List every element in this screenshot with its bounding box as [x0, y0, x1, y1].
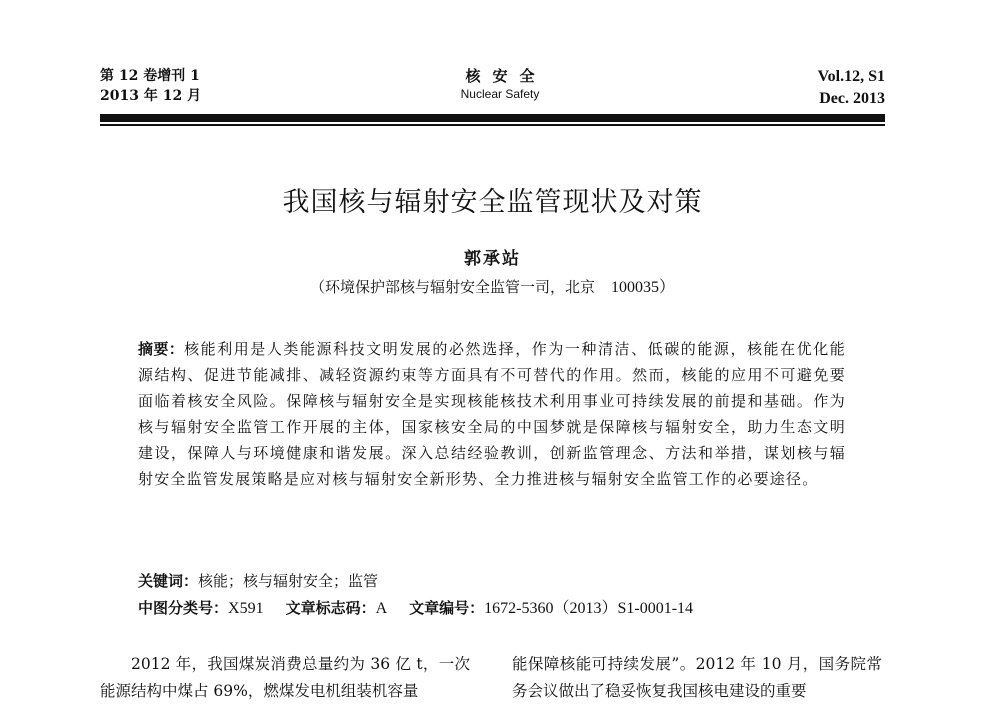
doc-code-value: A	[375, 600, 388, 617]
clc-label: 中图分类号：	[138, 599, 229, 617]
classification-line	[138, 597, 878, 620]
date-cn: 2013 年 12 月	[100, 88, 202, 104]
header-volume-info	[100, 66, 201, 106]
header-journal-name	[400, 66, 600, 102]
keywords-text: 核能；核与辐射安全；监管	[198, 572, 379, 590]
article-number-value: 1672-5360（2013）S1-0001-14	[484, 600, 694, 617]
article-number-label: 文章编号：	[409, 599, 485, 617]
journal-title-en: Nuclear Safety	[460, 87, 540, 101]
volume-cn: 第 12 卷增刊 1	[100, 68, 200, 84]
date-en: Dec. 2013	[819, 90, 885, 107]
volume-en: Vol.12, S1	[817, 68, 885, 85]
affiliation-postcode: 100035）	[611, 279, 676, 296]
body-column-right: 能保障核能可持续发展”。2012 年 10 月，国务院常务会议做出了稳妥恢复我国核电建设的重要	[512, 655, 882, 700]
article-author: 郭承站	[464, 249, 521, 269]
abstract	[138, 336, 846, 492]
header-rule-thin	[100, 124, 885, 126]
doc-code-label: 文章标志码：	[285, 599, 376, 617]
journal-title-cn: 核安全	[465, 67, 547, 85]
clc-value: X591	[228, 600, 264, 617]
article-title: 我国核与辐射安全监管现状及对策	[282, 187, 703, 218]
abstract-text: 核能利用是人类能源科技文明发展的必然选择，作为一种清洁、低碳的能源，核能在优化能源结构、促进节能减排、减轻资源约束等方面具有不可替代的作用。然而，核能的应用不可避免要面临着核安全风险。保障核与辐射安全是实现核能核技术利用事业可持续发展的前提和基础。作为核与辐射安全监管工作开展的主体，国家核安全局的中国梦就是保障核与辐射安全，助力生态文明建设，保障人与环境健康和谐发展。深入总结经验教训，创新监管理念、方法和举措，谋划核与辐射安全监管发展策略是应对核与辐射安全新形势、全力推进核与辐射安全监管工作的必要途径。	[138, 340, 846, 488]
abstract-label: 摘要：	[138, 340, 185, 358]
header-volume-en	[818, 66, 885, 110]
keywords-label: 关键词：	[138, 572, 199, 590]
header-rule-thick	[100, 114, 885, 122]
keywords	[138, 570, 846, 592]
affiliation-text: （环境保护部核与辐射安全监管一司，北京	[309, 278, 595, 296]
author-affiliation	[100, 276, 885, 299]
body-column-left: 2012 年，我国煤炭消费总量约为 36 亿 t，一次能源结构中煤占 69%，燃煤发电机组装机容量	[100, 655, 470, 700]
